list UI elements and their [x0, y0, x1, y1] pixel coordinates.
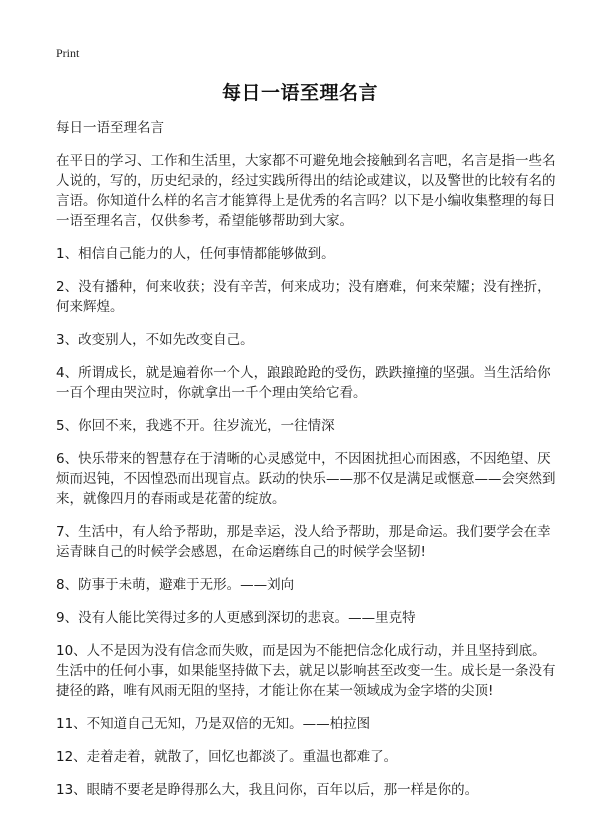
- article-subtitle: 每日一语至理名言: [56, 120, 164, 136]
- intro-paragraph: 在平日的学习、工作和生活里，大家都不可避免地会接触到名言吧，名言是指一些名人说的，写的，历史纪录的，经过实践所得出的结论或建议，以及警世的比较有名的言语。你知道什么样的名言才能算得上是优秀的名言吗？以下是小编收集整理的每日一语至理名言，仅供参考，希望能够帮助到大家。: [56, 153, 556, 229]
- quote-item: 6、快乐带来的智慧存在于清晰的心灵感觉中，不因困扰担心而困惑，不因绝望、厌烦而迟钝，不因惶恐而出现盲点。跃动的快乐——那不仅是满足或惬意——会突然到来，就像四月的春雨或是花蕾的绽放。: [56, 451, 556, 507]
- quote-item: 7、生活中，有人给予帮助，那是幸运，没人给予帮助，那是命运。我们要学会在幸运青睐自己的时候学会感恩，在命运磨练自己的时候学会坚韧!: [56, 524, 551, 560]
- quote-item: 11、不知道自己无知，乃是双倍的无知。——柏拉图: [56, 716, 371, 732]
- quote-item: 5、你回不来，我逃不开。往岁流光，一往情深: [56, 418, 335, 434]
- article-body: [56, 118, 556, 813]
- quote-item: 2、没有播种，何来收获；没有辛苦，何来成功；没有磨难，何来荣耀；没有挫折，何来辉煌。: [56, 279, 551, 315]
- quote-item: 9、没有人能比笑得过多的人更感到深切的悲哀。——里克特: [56, 610, 416, 626]
- quote-item: 10、人不是因为没有信念而失败，而是因为不能把信念化成行动，并且坚持到底。生活中的任何小事，如果能坚持做下去，就足以影响甚至改变一生。成长是一条没有捷径的路，唯有风雨无阻的坚持，才能让你在某一领域成为金字塔的尖顶!: [56, 643, 556, 699]
- print-link[interactable]: Print: [56, 46, 80, 60]
- quote-item: 3、改变别人，不如先改变自己。: [56, 332, 254, 348]
- quote-item: 8、防事于未萌，避难于无形。——刘向: [56, 577, 295, 593]
- quote-list: [56, 244, 556, 800]
- quote-item: 4、所谓成长，就是遍着你一个人，踉踉跄跄的受伤，跌跌撞撞的坚强。当生活给你一百个理由哭泣时，你就拿出一千个理由笑给它看。: [56, 365, 551, 401]
- quote-item: 12、走着走着，就散了，回忆也都淡了。重温也都难了。: [56, 749, 398, 765]
- quote-item: 13、眼睛不要老是睁得那么大，我且问你，百年以后，那一样是你的。: [56, 782, 479, 798]
- quote-item: 1、相信自己能力的人，任何事情都能够做到。: [56, 246, 335, 262]
- page-title: 每日一语至理名言: [221, 82, 378, 104]
